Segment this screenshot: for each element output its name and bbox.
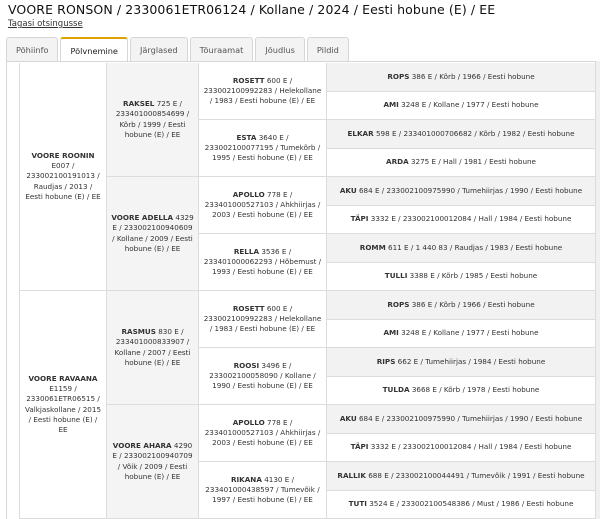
- horse-name[interactable]: TULLI: [384, 271, 408, 281]
- horse-entry: [386, 157, 536, 167]
- horse-entry: [111, 99, 194, 140]
- horse-entry: [203, 76, 322, 107]
- horse-entry: [351, 442, 572, 452]
- horse-entry: [111, 213, 194, 254]
- horse-entry: [377, 357, 546, 367]
- pedigree-cell-gen3[interactable]: [199, 63, 327, 120]
- horse-entry: [340, 186, 582, 196]
- horse-name[interactable]: ROSETT: [232, 303, 265, 313]
- pedigree-cell-gen4[interactable]: [327, 434, 596, 462]
- pedigree-cell-gen1[interactable]: [19, 291, 107, 519]
- horse-info: 3640 E / 233002100077195 / Tumekõrb / 1995 / Eesti hobune (E) / EE: [204, 132, 321, 163]
- horse-name[interactable]: RIPS: [376, 356, 396, 366]
- tab-jarglased[interactable]: Järglased: [130, 37, 188, 62]
- horse-name[interactable]: TULDA: [382, 385, 410, 395]
- horse-info: 662 E / Tumehiirjas / 1984 / Eesti hobune: [397, 356, 546, 366]
- horse-entry: [387, 300, 534, 310]
- horse-name[interactable]: RALLIK: [337, 470, 366, 480]
- pedigree-cell-gen3[interactable]: [199, 120, 327, 177]
- horse-info: 3388 E / Kõrb / 1985 / Eesti hobune: [409, 271, 538, 281]
- pedigree-cell-gen4[interactable]: [327, 149, 596, 177]
- horse-info: 3248 E / Kollane / 1977 / Eesti hobune: [401, 328, 539, 338]
- horse-name[interactable]: VOORE AHARA: [112, 441, 172, 451]
- horse-info: 3332 E / 233002100012084 / Hall / 1984 / Eesti hobune: [370, 442, 572, 452]
- horse-entry: [203, 475, 322, 506]
- horse-info: 725 E / 233401000854699 / Kõrb / 1999 / Eesti hobune (E) / EE: [115, 99, 190, 139]
- horse-info: 688 E / 233002100044491 / Tumevõik / 1991 / Eesti hobune: [368, 470, 585, 480]
- horse-info: E1159 / 2330061ETR06515 / Valkjaskollane / 2015 / Eesti hobune (E) / EE: [24, 384, 102, 434]
- horse-info: 3668 E / Kõrb / 1978 / Eesti hobune: [411, 385, 540, 395]
- horse-entry: [348, 129, 575, 139]
- tab-pohiinfo[interactable]: Põhiinfo: [6, 37, 58, 62]
- horse-entry: [203, 304, 322, 335]
- horse-entry: [349, 499, 574, 509]
- horse-name[interactable]: ESTA: [236, 132, 257, 142]
- pedigree-cell-gen4[interactable]: [327, 263, 596, 291]
- pedigree-cell-gen4[interactable]: [327, 177, 596, 206]
- horse-name[interactable]: VOORE RAVAANA: [28, 373, 98, 383]
- horse-entry: [383, 100, 538, 110]
- horse-info: 3524 E / 233002100548386 / Must / 1986 / Eesti hobune: [369, 499, 574, 509]
- horse-name[interactable]: RAKSEL: [123, 99, 155, 109]
- horse-name[interactable]: ROPS: [387, 71, 410, 81]
- horse-name[interactable]: ARDA: [386, 157, 409, 167]
- horse-info: 386 E / Kõrb / 1966 / Eesti hobune: [411, 71, 535, 81]
- horse-name[interactable]: VOORE ADELLA: [111, 213, 174, 223]
- horse-entry: [111, 327, 194, 368]
- pedigree-cell-gen1[interactable]: [19, 63, 107, 291]
- horse-name[interactable]: AKU: [339, 413, 357, 423]
- pedigree-cell-gen4[interactable]: [327, 234, 596, 263]
- horse-entry: [360, 243, 562, 253]
- pedigree-cell-gen3[interactable]: [199, 348, 327, 405]
- horse-info: 778 E / 233401000527103 / Ahkhiirjas / 2003 / Eesti hobune (E) / EE: [204, 189, 321, 220]
- horse-entry: [24, 374, 102, 435]
- horse-info: 830 E / 233401000833907 / Kollane / 2007 / Eesti hobune (E) / EE: [114, 327, 191, 367]
- pedigree-cell-gen2[interactable]: [107, 63, 199, 177]
- page-title: VOORE RONSON / 2330061ETR06124 / Kollane / 2024 / Eesti hobune (E) / EE: [8, 2, 496, 17]
- horse-name[interactable]: APOLLO: [232, 417, 265, 427]
- horse-name[interactable]: RIKANA: [230, 474, 262, 484]
- horse-entry: [351, 214, 572, 224]
- horse-entry: [385, 271, 537, 281]
- horse-entry: [383, 328, 538, 338]
- horse-entry: [203, 190, 322, 221]
- pedigree-cell-gen4[interactable]: [327, 491, 596, 519]
- tab-bar: [6, 37, 351, 62]
- horse-info: 598 E / 233401000706682 / Kõrb / 1982 / Eesti hobune: [375, 128, 575, 138]
- pedigree-cell-gen4[interactable]: [327, 405, 596, 434]
- horse-info: 684 E / 233002100975990 / Tumehiirjas / 1990 / Eesti hobune: [358, 185, 583, 195]
- horse-info: E007 / 233002100191013 / Raudjas / 2013 / Eesti hobune (E) / EE: [25, 161, 101, 201]
- pedigree-cell-gen4[interactable]: [327, 320, 596, 348]
- pedigree-cell-gen4[interactable]: [327, 120, 596, 149]
- horse-entry: [111, 441, 194, 482]
- pedigree-cell-gen3[interactable]: [199, 405, 327, 462]
- horse-info: 386 E / Kõrb / 1966 / Eesti hobune: [411, 299, 535, 309]
- pedigree-cell-gen3[interactable]: [199, 234, 327, 291]
- pedigree-cell-gen4[interactable]: [327, 206, 596, 234]
- horse-name[interactable]: ROSETT: [232, 75, 265, 85]
- horse-name[interactable]: ROMM: [359, 242, 386, 252]
- horse-name[interactable]: VOORE ROONIN: [31, 150, 95, 160]
- horse-name[interactable]: RELLA: [233, 246, 260, 256]
- horse-info: 3332 E / 233002100012084 / Hall / 1984 / Eesti hobune: [370, 214, 572, 224]
- horse-name[interactable]: ROOSI: [233, 360, 260, 370]
- horse-name[interactable]: APOLLO: [232, 189, 265, 199]
- pedigree-panel: [6, 61, 596, 519]
- tab-touraamat[interactable]: Tõuraamat: [190, 37, 254, 62]
- horse-info: 4329 E / 233002100940609 / Kollane / 2009 / Eesti hobune (E) / EE: [112, 213, 194, 253]
- horse-name[interactable]: TÄPI: [350, 214, 369, 224]
- pedigree-cell-gen4[interactable]: [327, 348, 596, 377]
- horse-entry: [383, 385, 540, 395]
- pedigree-cell-gen2[interactable]: [107, 405, 199, 519]
- tab-joudlus[interactable]: Jõudlus: [255, 37, 305, 62]
- back-to-search-link[interactable]: Tagasi otsingusse: [8, 19, 83, 29]
- horse-entry: [203, 247, 322, 278]
- horse-name[interactable]: TÄPI: [350, 442, 369, 452]
- horse-name[interactable]: RASMUS: [121, 327, 156, 337]
- horse-name[interactable]: AMI: [383, 100, 399, 110]
- horse-entry: [203, 361, 322, 392]
- horse-info: 3496 E / 233002100058090 / Kollane / 1990 / Eesti hobune (E) / EE: [209, 360, 316, 391]
- pedigree-cell-gen4[interactable]: [327, 92, 596, 120]
- pedigree-cell-gen2[interactable]: [107, 291, 199, 405]
- pedigree-cell-gen4[interactable]: [327, 377, 596, 405]
- tab-pildid[interactable]: Pildid: [307, 37, 349, 62]
- horse-name[interactable]: AMI: [383, 328, 399, 338]
- horse-name[interactable]: ELKAR: [347, 128, 374, 138]
- horse-info: 611 E / 1 440 83 / Raudjas / 1983 / Eesti hobune: [388, 242, 563, 252]
- horse-info: 3275 E / Hall / 1981 / Eesti hobune: [410, 157, 536, 167]
- pedigree-cell-gen3[interactable]: [199, 291, 327, 348]
- horse-name[interactable]: ROPS: [387, 299, 410, 309]
- horse-info: 3248 E / Kollane / 1977 / Eesti hobune: [401, 100, 539, 110]
- scrollbar[interactable]: [596, 61, 600, 519]
- pedigree-cell-gen4[interactable]: [327, 63, 596, 92]
- horse-info: 600 E / 233002100992283 / Helekollane / 1983 / Eesti hobune (E) / EE: [203, 75, 322, 106]
- pedigree-cell-gen4[interactable]: [327, 291, 596, 320]
- horse-info: 4290 E / 233002100940709 / Võik / 2009 / Eesti hobune (E) / EE: [112, 441, 193, 481]
- horse-entry: [203, 133, 322, 164]
- horse-info: 684 E / 233002100975990 / Tumehiirjas / 1990 / Eesti hobune: [358, 413, 583, 423]
- horse-info: 3536 E / 233401000062293 / Hõbemust / 1993 / Eesti hobune (E) / EE: [203, 246, 322, 277]
- horse-entry: [24, 151, 102, 202]
- horse-name[interactable]: AKU: [339, 185, 357, 195]
- horse-info: 600 E / 233002100992283 / Helekollane / 1983 / Eesti hobune (E) / EE: [203, 303, 322, 334]
- tab-polvnemine[interactable]: Põlvnemine: [60, 37, 127, 63]
- horse-entry: [203, 418, 322, 449]
- pedigree-cell-gen3[interactable]: [199, 177, 327, 234]
- horse-entry: [387, 72, 534, 82]
- pedigree-table: [19, 63, 596, 519]
- pedigree-cell-gen2[interactable]: [107, 177, 199, 291]
- horse-info: 778 E / 233401000527103 / Ahkhiirjas / 2003 / Eesti hobune (E) / EE: [204, 417, 321, 448]
- pedigree-cell-gen3[interactable]: [199, 462, 327, 519]
- horse-entry: [337, 471, 584, 481]
- pedigree-cell-gen4[interactable]: [327, 462, 596, 491]
- horse-entry: [340, 414, 582, 424]
- horse-name[interactable]: TUTI: [348, 499, 367, 509]
- horse-info: 4130 E / 233401000438597 / Tumevõik / 1997 / Eesti hobune (E) / EE: [205, 474, 320, 505]
